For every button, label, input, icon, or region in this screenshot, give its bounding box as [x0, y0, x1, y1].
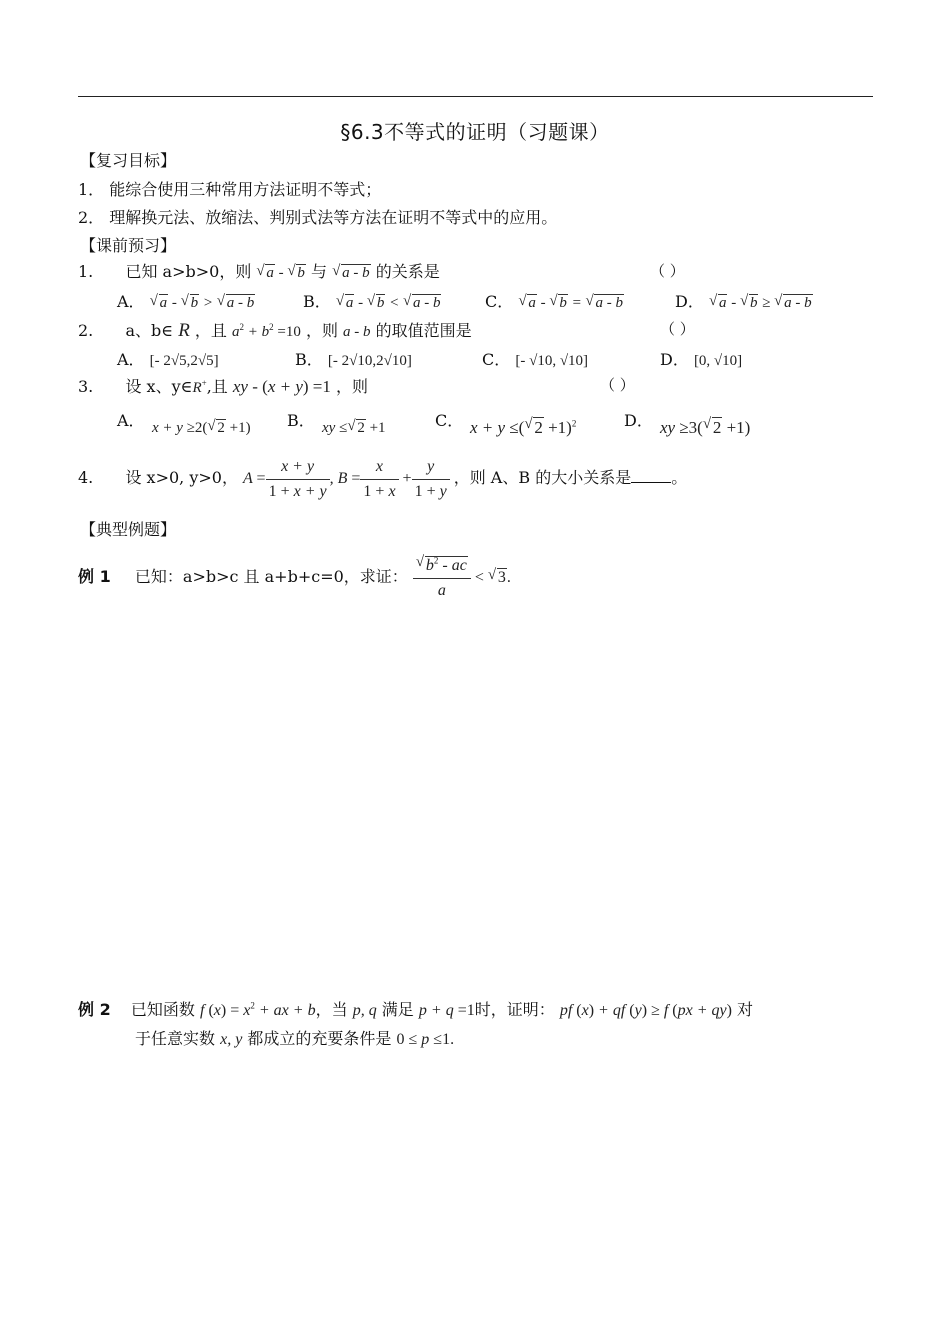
review-item-2: 2． 理解换元法、放缩法、判别式法等方法在证明不等式中的应用。	[78, 208, 558, 227]
q3-option-c-math: x + y ≤(√ 2 +1)$^2$	[470, 418, 576, 438]
example-text: 于任意实数	[135, 1029, 216, 1048]
option-label: B．	[295, 350, 323, 369]
example-text: 都成立的充要条件是	[247, 1029, 392, 1048]
q1-option-b	[303, 289, 441, 312]
math-expression-AB: A = $\frac{x + y}{1 + x + y}$ , B = $\frac{x}{1 + x}$ + $\frac{y}{1 + y}$	[243, 470, 454, 487]
q3-option-d-math: xy ≥3(√ 2 +1)	[660, 418, 750, 438]
math-expression: √ $\frac{b^2 - ac}{a}$ < √ 3.	[413, 569, 511, 586]
math-expression: pf (x) + qf (y) ≥ f (px + qy)	[559, 1002, 732, 1019]
example-text: 已知：a>b>c 且 a+b+c=0，求证：	[134, 566, 408, 586]
question-text: ，且	[194, 321, 227, 340]
question-text: ,且	[206, 377, 228, 396]
section-examples-heading: 【典型例题】	[80, 520, 177, 539]
example-text: 时，证明：	[474, 1000, 555, 1019]
q2-option-b	[295, 347, 412, 370]
math-expression: $a^2 + b^2 =10$	[232, 322, 301, 340]
math-expression: √ a - b	[332, 265, 371, 281]
question-text: 设 x、y∈	[125, 377, 193, 396]
q3-option-a-label: A．	[117, 411, 145, 430]
math-R-plus: R+	[192, 378, 207, 396]
example-text: ，当	[315, 1000, 348, 1019]
math-expression: a - b	[343, 324, 371, 340]
example-1	[78, 556, 511, 600]
question-4	[78, 458, 687, 501]
question-1	[78, 259, 440, 282]
question-text: 。	[671, 468, 688, 488]
q2-option-c	[482, 347, 588, 370]
question-number: 2.	[78, 321, 94, 340]
option-label: D．	[675, 292, 704, 311]
option-value: [- √10, √10]	[515, 353, 589, 369]
option-label: A．	[117, 292, 145, 311]
option-d-math: √ a - √ b ≥ √ a - b	[709, 295, 813, 311]
math-expression: √ a - √ b	[256, 265, 306, 281]
option-c-math: √ a - √ b = √ a - b	[518, 295, 624, 311]
question-number: 4.	[78, 468, 94, 488]
answer-blank[interactable]	[631, 482, 671, 483]
q3-option-b-math: xy ≤√ 2 +1	[322, 420, 386, 437]
question-number: 1.	[78, 262, 94, 281]
option-label: C．	[485, 292, 514, 311]
example-2-line-2	[135, 1026, 454, 1049]
answer-paren: （ ）	[660, 320, 695, 338]
section-review-heading: 【复习目标】	[80, 151, 177, 170]
question-text: 的关系是	[375, 262, 440, 281]
option-b-math: √ a - √ b < √ a - b	[336, 295, 442, 311]
math-expression: p + q =1	[418, 1002, 475, 1019]
section-preview-heading: 【课前预习】	[80, 236, 177, 255]
page-title: §6.3不等式的证明（习题课）	[340, 120, 610, 144]
answer-paren: （ ）	[650, 262, 685, 280]
option-a-math: √ a - √ b > √ a - b	[150, 295, 256, 311]
option-value: [0, √10]	[693, 353, 743, 369]
q1-option-d	[675, 289, 813, 312]
q2-option-d	[660, 347, 742, 370]
example-text: 对	[737, 1000, 754, 1019]
review-item-1: 1． 能综合使用三种常用方法证明不等式；	[78, 180, 382, 199]
q1-options	[117, 289, 255, 312]
question-text: ，则	[305, 321, 338, 340]
question-text: 与	[311, 262, 328, 281]
example-text: 已知函数	[130, 1000, 195, 1019]
example-label: 例 1	[78, 566, 111, 586]
example-text: 满足	[381, 1000, 414, 1019]
q1-option-c	[485, 289, 624, 312]
option-label: B．	[303, 292, 331, 311]
option-value: [- 2√10,2√10]	[327, 353, 412, 369]
math-expression: f $(x) = x^2$ + ax + b	[200, 1000, 316, 1019]
answer-paren: （ ）	[600, 376, 635, 394]
q2-option-a	[117, 347, 219, 370]
question-number: 3.	[78, 377, 94, 396]
q3-option-a-math: x + y ≥2(√ 2 +1)	[152, 420, 251, 437]
question-text: 的取值范围是	[375, 321, 472, 340]
question-text: a、b∈	[125, 321, 174, 340]
example-2	[78, 997, 753, 1020]
math-expression: p, q	[352, 1002, 377, 1019]
option-label: A．	[117, 350, 145, 369]
question-text: 设 x>0, y>0，	[125, 468, 238, 488]
math-expression: 0 ≤ p ≤1.	[396, 1031, 455, 1048]
question-3	[78, 374, 368, 397]
question-text: ，则 A、B 的大小关系是	[453, 468, 632, 488]
question-2	[78, 318, 472, 342]
option-label: D．	[660, 350, 689, 369]
example-label: 例 2	[78, 1000, 111, 1019]
question-text: ，则	[335, 377, 368, 396]
math-expression: x, y	[220, 1031, 243, 1048]
math-R: R	[178, 320, 190, 341]
header-rule	[78, 96, 873, 97]
question-text: 已知 a>b>0，则	[125, 262, 252, 281]
q3-option-b-label: B．	[287, 411, 315, 430]
math-expression: xy - (x + y) =1	[232, 377, 331, 396]
q3-option-c-label: C．	[435, 411, 464, 430]
option-label: C．	[482, 350, 511, 369]
option-value: [- 2√5,2√5]	[149, 353, 219, 369]
q3-option-d-label: D．	[624, 411, 653, 430]
